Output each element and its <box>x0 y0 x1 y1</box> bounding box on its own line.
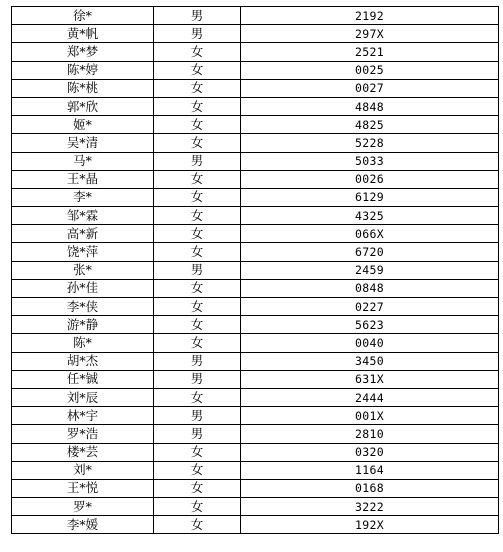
table-row <box>12 407 499 425</box>
table-row <box>12 425 499 443</box>
name-cell: 刘* <box>12 461 154 479</box>
gender-cell: 男 <box>154 370 241 388</box>
id-suffix-cell: 0168 <box>241 479 499 497</box>
gender-cell: 女 <box>154 61 241 79</box>
id-suffix-cell: 3450 <box>241 352 499 370</box>
table-row <box>12 279 499 297</box>
table-row <box>12 261 499 279</box>
id-suffix-cell: 2521 <box>241 43 499 61</box>
gender-cell: 女 <box>154 279 241 297</box>
id-suffix-cell: 0848 <box>241 279 499 297</box>
id-suffix-cell: 5033 <box>241 152 499 170</box>
table-row <box>12 116 499 134</box>
table-row <box>12 479 499 497</box>
roster-table-body <box>12 7 499 534</box>
table-row <box>12 152 499 170</box>
name-cell: 黄*帆 <box>12 25 154 43</box>
table-row <box>12 43 499 61</box>
table-row <box>12 134 499 152</box>
name-cell: 林*宇 <box>12 407 154 425</box>
id-suffix-cell: 2192 <box>241 7 499 25</box>
gender-cell: 女 <box>154 443 241 461</box>
name-cell: 张* <box>12 261 154 279</box>
gender-cell: 男 <box>154 425 241 443</box>
gender-cell: 女 <box>154 388 241 406</box>
gender-cell: 女 <box>154 479 241 497</box>
name-cell: 胡*杰 <box>12 352 154 370</box>
name-cell: 任*铖 <box>12 370 154 388</box>
gender-cell: 女 <box>154 116 241 134</box>
gender-cell: 男 <box>154 152 241 170</box>
table-row <box>12 7 499 25</box>
name-cell: 刘*辰 <box>12 388 154 406</box>
table-row <box>12 61 499 79</box>
id-suffix-cell: 0040 <box>241 334 499 352</box>
table-row <box>12 516 499 534</box>
gender-cell: 女 <box>154 43 241 61</box>
table-row <box>12 97 499 115</box>
id-suffix-cell: 6720 <box>241 243 499 261</box>
table-row <box>12 188 499 206</box>
name-cell: 王*晶 <box>12 170 154 188</box>
name-cell: 李* <box>12 188 154 206</box>
name-cell: 邹*霖 <box>12 207 154 225</box>
id-suffix-cell: 5228 <box>241 134 499 152</box>
name-cell: 罗*浩 <box>12 425 154 443</box>
id-suffix-cell: 4848 <box>241 97 499 115</box>
table-row <box>12 207 499 225</box>
name-cell: 陈*婷 <box>12 61 154 79</box>
gender-cell: 女 <box>154 79 241 97</box>
id-suffix-cell: 2444 <box>241 388 499 406</box>
table-row <box>12 225 499 243</box>
table-row <box>12 170 499 188</box>
gender-cell: 女 <box>154 316 241 334</box>
name-cell: 郑*梦 <box>12 43 154 61</box>
id-suffix-cell: 0027 <box>241 79 499 97</box>
name-cell: 徐* <box>12 7 154 25</box>
id-suffix-cell: 3222 <box>241 498 499 516</box>
table-row <box>12 298 499 316</box>
gender-cell: 女 <box>154 170 241 188</box>
table-row <box>12 25 499 43</box>
name-cell: 吴*清 <box>12 134 154 152</box>
name-cell: 姬* <box>12 116 154 134</box>
name-cell: 陈*桃 <box>12 79 154 97</box>
gender-cell: 女 <box>154 243 241 261</box>
id-suffix-cell: 0227 <box>241 298 499 316</box>
name-cell: 郭*欣 <box>12 97 154 115</box>
gender-cell: 女 <box>154 516 241 534</box>
table-row <box>12 498 499 516</box>
id-suffix-cell: 001X <box>241 407 499 425</box>
table-row <box>12 388 499 406</box>
table-row <box>12 461 499 479</box>
name-cell: 饶*萍 <box>12 243 154 261</box>
id-suffix-cell: 6129 <box>241 188 499 206</box>
gender-cell: 男 <box>154 25 241 43</box>
gender-cell: 女 <box>154 334 241 352</box>
name-cell: 罗* <box>12 498 154 516</box>
gender-cell: 女 <box>154 461 241 479</box>
gender-cell: 男 <box>154 261 241 279</box>
name-cell: 马* <box>12 152 154 170</box>
id-suffix-cell: 0320 <box>241 443 499 461</box>
name-cell: 李*侠 <box>12 298 154 316</box>
gender-cell: 女 <box>154 97 241 115</box>
table-row <box>12 243 499 261</box>
id-suffix-cell: 0026 <box>241 170 499 188</box>
gender-cell: 女 <box>154 188 241 206</box>
id-suffix-cell: 2459 <box>241 261 499 279</box>
gender-cell: 女 <box>154 134 241 152</box>
id-suffix-cell: 192X <box>241 516 499 534</box>
id-suffix-cell: 2810 <box>241 425 499 443</box>
gender-cell: 女 <box>154 225 241 243</box>
gender-cell: 女 <box>154 298 241 316</box>
gender-cell: 男 <box>154 7 241 25</box>
name-cell: 王*悦 <box>12 479 154 497</box>
name-cell: 高*新 <box>12 225 154 243</box>
table-row <box>12 443 499 461</box>
name-cell: 游*静 <box>12 316 154 334</box>
gender-cell: 女 <box>154 498 241 516</box>
table-row <box>12 334 499 352</box>
id-suffix-cell: 4325 <box>241 207 499 225</box>
table-row <box>12 316 499 334</box>
gender-cell: 男 <box>154 352 241 370</box>
table-row <box>12 370 499 388</box>
id-suffix-cell: 297X <box>241 25 499 43</box>
name-cell: 李*媛 <box>12 516 154 534</box>
id-suffix-cell: 066X <box>241 225 499 243</box>
name-cell: 孙*佳 <box>12 279 154 297</box>
gender-cell: 男 <box>154 407 241 425</box>
name-cell: 陈* <box>12 334 154 352</box>
gender-cell: 女 <box>154 207 241 225</box>
table-row <box>12 79 499 97</box>
name-cell: 楼*芸 <box>12 443 154 461</box>
id-suffix-cell: 5623 <box>241 316 499 334</box>
id-suffix-cell: 1164 <box>241 461 499 479</box>
id-suffix-cell: 4825 <box>241 116 499 134</box>
roster-table <box>11 6 499 534</box>
id-suffix-cell: 0025 <box>241 61 499 79</box>
id-suffix-cell: 631X <box>241 370 499 388</box>
table-row <box>12 352 499 370</box>
